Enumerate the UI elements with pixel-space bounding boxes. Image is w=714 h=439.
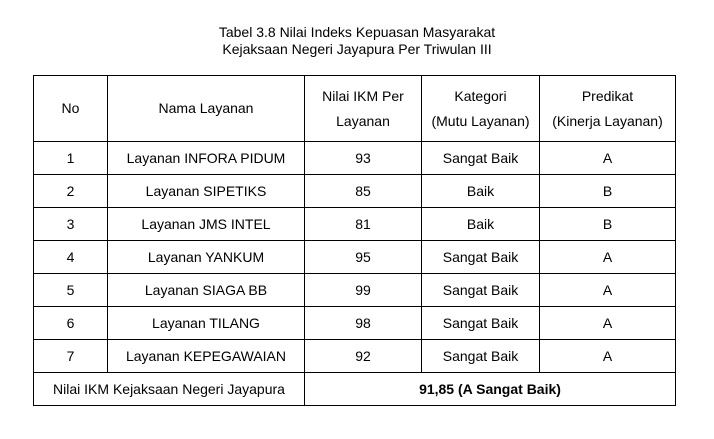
cell-predikat: A [540,340,676,373]
cell-predikat: A [540,274,676,307]
ikm-table [33,75,676,406]
table-header [34,76,676,142]
total-row [34,373,676,406]
cell-nilai-ikm: 81 [305,208,422,241]
cell-nama-layanan: Layanan JMS INTEL [108,208,305,241]
cell-no: 7 [34,340,108,373]
table-footer [34,373,676,406]
header-predikat-line-2: (Kinerja Layanan) [552,112,663,129]
cell-predikat: B [540,175,676,208]
header-kategori-line-2: (Mutu Layanan) [431,112,530,129]
table-row [34,274,676,307]
table-row [34,208,676,241]
header-no: No [34,76,108,142]
header-nilai-ikm [305,76,422,142]
cell-nilai-ikm: 95 [305,241,422,274]
cell-nama-layanan: Layanan TILANG [108,307,305,340]
cell-no: 4 [34,241,108,274]
cell-kategori: Sangat Baik [422,241,540,274]
cell-no: 3 [34,208,108,241]
cell-nilai-ikm: 85 [305,175,422,208]
cell-nilai-ikm: 92 [305,340,422,373]
header-kategori-line-1: Kategori [454,87,507,104]
cell-nama-layanan: Layanan YANKUM [108,241,305,274]
table-body [34,142,676,373]
table-row [34,307,676,340]
cell-predikat: A [540,241,676,274]
cell-nama-layanan: Layanan INFORA PIDUM [108,142,305,175]
header-kategori [422,76,540,142]
cell-no: 6 [34,307,108,340]
cell-kategori: Sangat Baik [422,142,540,175]
cell-kategori: Sangat Baik [422,340,540,373]
cell-nama-layanan: Layanan KEPEGAWAIAN [108,340,305,373]
cell-predikat: A [540,142,676,175]
cell-nilai-ikm: 98 [305,307,422,340]
cell-no: 5 [34,274,108,307]
cell-kategori: Sangat Baik [422,274,540,307]
table-row [34,142,676,175]
caption-line-1: Tabel 3.8 Nilai Indeks Kepuasan Masyarakat [218,24,496,40]
header-nilai-line-2: Layanan [336,112,390,129]
table-row [34,241,676,274]
header-row [34,76,676,142]
cell-nama-layanan: Layanan SIPETIKS [108,175,305,208]
cell-predikat: A [540,307,676,340]
cell-nama-layanan: Layanan SIAGA BB [108,274,305,307]
header-nama-layanan: Nama Layanan [108,76,305,142]
table-row [34,340,676,373]
header-predikat-line-1: Predikat [581,87,634,104]
header-predikat [540,76,676,142]
cell-predikat: B [540,208,676,241]
cell-nilai-ikm: 99 [305,274,422,307]
header-nilai-line-1: Nilai IKM Per [322,87,404,104]
cell-kategori: Baik [422,175,540,208]
table-row [34,175,676,208]
cell-no: 1 [34,142,108,175]
total-label: Nilai IKM Kejaksaan Negeri Jayapura [34,373,305,406]
total-value: 91,85 (A Sangat Baik) [305,373,676,406]
caption-line-2: Kejaksaan Negeri Jayapura Per Triwulan III [222,41,492,57]
cell-no: 2 [34,175,108,208]
cell-kategori: Baik [422,208,540,241]
cell-nilai-ikm: 93 [305,142,422,175]
table-caption [0,24,714,58]
cell-kategori: Sangat Baik [422,307,540,340]
